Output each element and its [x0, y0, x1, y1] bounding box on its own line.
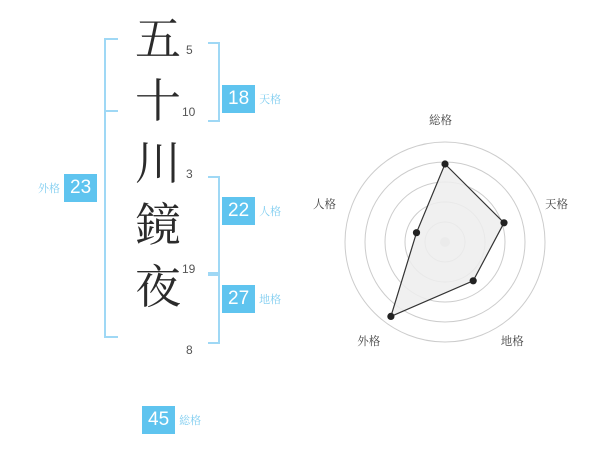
radar-chart-svg	[300, 110, 600, 380]
stroke-count: 8	[186, 343, 193, 357]
gaikaku-label: 外格	[38, 182, 60, 195]
kanji-character: 五	[135, 12, 181, 66]
jinkaku-label: 人格	[259, 205, 282, 218]
stroke-count: 10	[182, 105, 196, 119]
radar-axis-label: 天格	[545, 197, 569, 212]
radar-axis-label: 人格	[312, 197, 336, 212]
soukaku-badge[interactable]	[142, 406, 201, 434]
soukaku-label: 総格	[179, 414, 202, 427]
kanji-character: 鏡	[135, 198, 181, 252]
radar-chart	[300, 110, 600, 380]
gaikaku-bracket-top	[104, 38, 118, 112]
kanji-character: 川	[135, 136, 181, 190]
kanji-character: 夜	[135, 260, 181, 314]
gaikaku-value: 23	[64, 174, 97, 202]
gaikaku-badge[interactable]	[38, 174, 97, 202]
jinkaku-badge[interactable]	[222, 197, 281, 225]
tenkaku-badge[interactable]	[222, 85, 281, 113]
stroke-count: 3	[186, 167, 193, 181]
stroke-count: 5	[186, 43, 193, 57]
radar-axis-label: 地格	[500, 333, 524, 348]
chikaku-label: 地格	[259, 293, 282, 306]
radar-axis-label: 総格	[429, 113, 452, 127]
chikaku-bracket	[208, 272, 220, 344]
soukaku-value: 45	[142, 406, 175, 434]
chikaku-value: 27	[222, 285, 255, 313]
tenkaku-bracket	[208, 42, 220, 122]
tenkaku-value: 18	[222, 85, 255, 113]
jinkaku-value: 22	[222, 197, 255, 225]
stroke-count: 19	[182, 262, 196, 276]
tenkaku-label: 天格	[259, 93, 282, 106]
radar-axis-label: 外格	[357, 333, 381, 348]
kanji-character: 十	[135, 74, 181, 128]
jinkaku-bracket	[208, 176, 220, 276]
chikaku-badge[interactable]	[222, 285, 281, 313]
kanji-column	[128, 8, 188, 318]
